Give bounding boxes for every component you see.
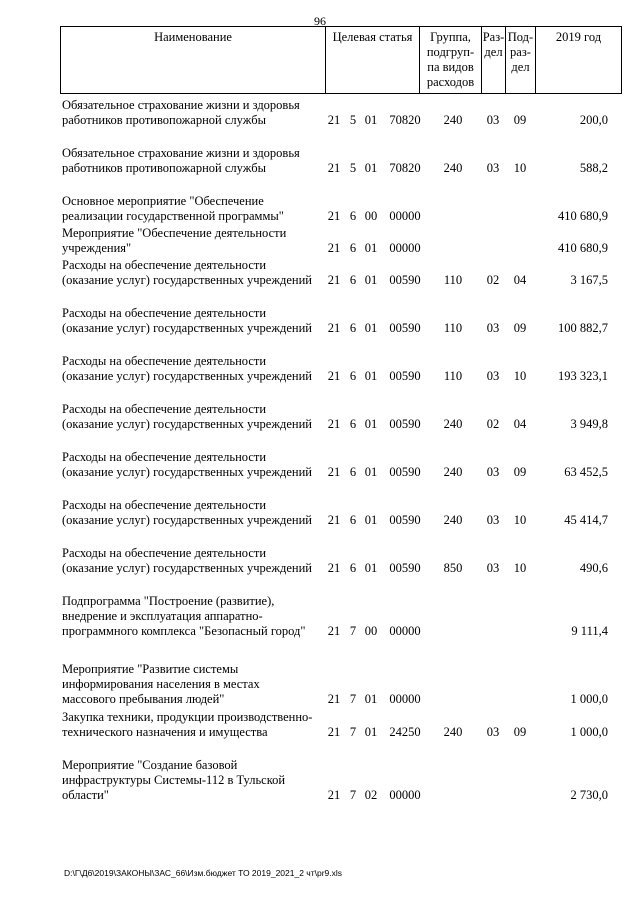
row-group: 240	[443, 465, 463, 479]
row-code-c: 01	[364, 725, 378, 739]
row-code-d: 00590	[389, 369, 421, 383]
row-name: Расходы на обеспечение деятельности (оказание услуг) государственных учреждений	[62, 498, 312, 527]
row-subsection: 10	[513, 161, 527, 175]
row-amount: 3 167,5	[570, 273, 608, 287]
row-code-b: 5	[349, 161, 357, 175]
row-name: Подпрограмма "Построение (развитие), внедрение и эксплуатация аппаратно- программного комплекса "Безопасный город"	[62, 594, 306, 638]
row-section: 03	[486, 321, 500, 335]
row-amount: 45 414,7	[564, 513, 608, 527]
row-code-c: 01	[364, 692, 378, 706]
row-code-c: 01	[364, 417, 378, 431]
row-code-d: 00590	[389, 417, 421, 431]
row-code-d: 00000	[389, 241, 421, 255]
row-code-b: 5	[349, 113, 357, 127]
row-code-d: 00590	[389, 561, 421, 575]
row-amount: 410 680,9	[558, 209, 608, 223]
row-amount: 100 882,7	[558, 321, 608, 335]
row-code-c: 01	[364, 113, 378, 127]
row-code-d: 00590	[389, 513, 421, 527]
row-code-b: 7	[349, 725, 357, 739]
row-section: 02	[486, 273, 500, 287]
row-group: 110	[443, 369, 463, 383]
row-section: 03	[486, 161, 500, 175]
row-group: 110	[443, 273, 463, 287]
header-year: 2019 год	[535, 27, 621, 93]
row-code-a: 21	[327, 161, 341, 175]
row-name: Обязательное страхование жизни и здоровья работников противопожарной службы	[62, 98, 300, 127]
row-code-c: 01	[364, 273, 378, 287]
header-target-article: Целевая статья	[325, 27, 419, 93]
row-code-b: 6	[349, 321, 357, 335]
row-group: 240	[443, 417, 463, 431]
row-code-d: 00000	[389, 692, 421, 706]
header-group: Группа, подгруп- па видов расходов	[419, 27, 481, 93]
row-subsection: 04	[513, 273, 527, 287]
row-code-a: 21	[327, 513, 341, 527]
row-amount: 193 323,1	[558, 369, 608, 383]
page-number: 96	[314, 14, 326, 28]
row-code-a: 21	[327, 113, 341, 127]
header-subsection: Под- раз- дел	[505, 27, 535, 93]
header-name: Наименование	[154, 30, 232, 44]
row-name: Обязательное страхование жизни и здоровья работников противопожарной службы	[62, 146, 300, 175]
row-subsection: 09	[513, 321, 527, 335]
row-group: 240	[443, 113, 463, 127]
header-section: Раз- дел	[481, 27, 505, 93]
row-amount: 490,6	[579, 561, 608, 575]
row-code-d: 00590	[389, 465, 421, 479]
table-header	[60, 26, 622, 94]
row-code-a: 21	[327, 417, 341, 431]
row-code-d: 00000	[389, 788, 421, 802]
row-name: Расходы на обеспечение деятельности (оказание услуг) государственных учреждений	[62, 450, 312, 479]
row-code-b: 6	[349, 209, 357, 223]
row-code-a: 21	[327, 624, 341, 638]
row-name: Расходы на обеспечение деятельности (оказание услуг) государственных учреждений	[62, 306, 312, 335]
row-code-b: 6	[349, 241, 357, 255]
row-code-a: 21	[327, 788, 341, 802]
row-group: 850	[443, 561, 463, 575]
row-name: Расходы на обеспечение деятельности (оказание услуг) государственных учреждений	[62, 546, 312, 575]
row-amount: 9 111,4	[571, 624, 608, 638]
row-code-d: 24250	[389, 725, 421, 739]
row-code-d: 00590	[389, 321, 421, 335]
row-section: 03	[486, 113, 500, 127]
row-subsection: 09	[513, 113, 527, 127]
row-subsection: 10	[513, 513, 527, 527]
row-code-a: 21	[327, 725, 341, 739]
row-code-b: 7	[349, 624, 357, 638]
row-amount: 200,0	[579, 113, 608, 127]
row-amount: 410 680,9	[558, 241, 608, 255]
row-code-b: 6	[349, 369, 357, 383]
row-code-b: 6	[349, 561, 357, 575]
row-code-b: 7	[349, 692, 357, 706]
row-code-a: 21	[327, 321, 341, 335]
row-amount: 1 000,0	[570, 692, 608, 706]
row-code-c: 01	[364, 465, 378, 479]
row-name: Расходы на обеспечение деятельности (оказание услуг) государственных учреждений	[62, 354, 312, 383]
row-code-b: 6	[349, 417, 357, 431]
row-code-a: 21	[327, 561, 341, 575]
row-code-b: 7	[349, 788, 357, 802]
row-name: Расходы на обеспечение деятельности (оказание услуг) государственных учреждений	[62, 402, 312, 431]
row-code-b: 6	[349, 273, 357, 287]
row-code-a: 21	[327, 692, 341, 706]
row-code-a: 21	[327, 465, 341, 479]
row-code-d: 70820	[389, 161, 421, 175]
row-amount: 1 000,0	[570, 725, 608, 739]
row-section: 03	[486, 513, 500, 527]
row-amount: 2 730,0	[570, 788, 608, 802]
row-name: Мероприятие "Создание базовой инфраструктуры Системы-112 в Тульской области"	[62, 758, 286, 802]
row-code-a: 21	[327, 209, 341, 223]
row-group: 240	[443, 161, 463, 175]
row-amount: 588,2	[579, 161, 608, 175]
row-group: 110	[443, 321, 463, 335]
row-code-c: 01	[364, 161, 378, 175]
row-code-b: 6	[349, 465, 357, 479]
row-section: 02	[486, 417, 500, 431]
row-code-c: 01	[364, 321, 378, 335]
row-code-a: 21	[327, 241, 341, 255]
row-code-c: 01	[364, 369, 378, 383]
row-code-a: 21	[327, 369, 341, 383]
row-code-d: 00590	[389, 273, 421, 287]
row-group: 240	[443, 725, 463, 739]
row-code-c: 01	[364, 561, 378, 575]
row-amount: 63 452,5	[564, 465, 608, 479]
row-subsection: 09	[513, 465, 527, 479]
row-code-d: 00000	[389, 209, 421, 223]
row-name: Закупка техники, продукции производственно- технического назначения и имущества	[62, 710, 313, 739]
row-code-c: 01	[364, 513, 378, 527]
row-section: 03	[486, 465, 500, 479]
row-subsection: 04	[513, 417, 527, 431]
row-code-c: 02	[364, 788, 378, 802]
row-name: Мероприятие "Развитие системы информирования населения в местах массового пребывания людей"	[62, 662, 260, 706]
row-group: 240	[443, 513, 463, 527]
row-subsection: 09	[513, 725, 527, 739]
row-code-c: 00	[364, 624, 378, 638]
row-section: 03	[486, 561, 500, 575]
row-section: 03	[486, 369, 500, 383]
row-code-d: 70820	[389, 113, 421, 127]
row-section: 03	[486, 725, 500, 739]
row-code-d: 00000	[389, 624, 421, 638]
file-path-footer: D:\Г\Д6\2019\ЗАКОНЫ\ЗАС_66\Изм.бюджет ТО 2019_2021_2 чт\pr9.xls	[64, 868, 343, 878]
row-amount: 3 949,8	[570, 417, 608, 431]
row-subsection: 10	[513, 369, 527, 383]
row-subsection: 10	[513, 561, 527, 575]
row-code-b: 6	[349, 513, 357, 527]
row-code-c: 01	[364, 241, 378, 255]
row-name: Основное мероприятие "Обеспечение реализации государственной программы"	[62, 194, 284, 223]
row-code-c: 00	[364, 209, 378, 223]
row-name: Расходы на обеспечение деятельности (оказание услуг) государственных учреждений	[62, 258, 312, 287]
row-code-a: 21	[327, 273, 341, 287]
row-name: Мероприятие "Обеспечение деятельности учреждения"	[62, 226, 287, 255]
